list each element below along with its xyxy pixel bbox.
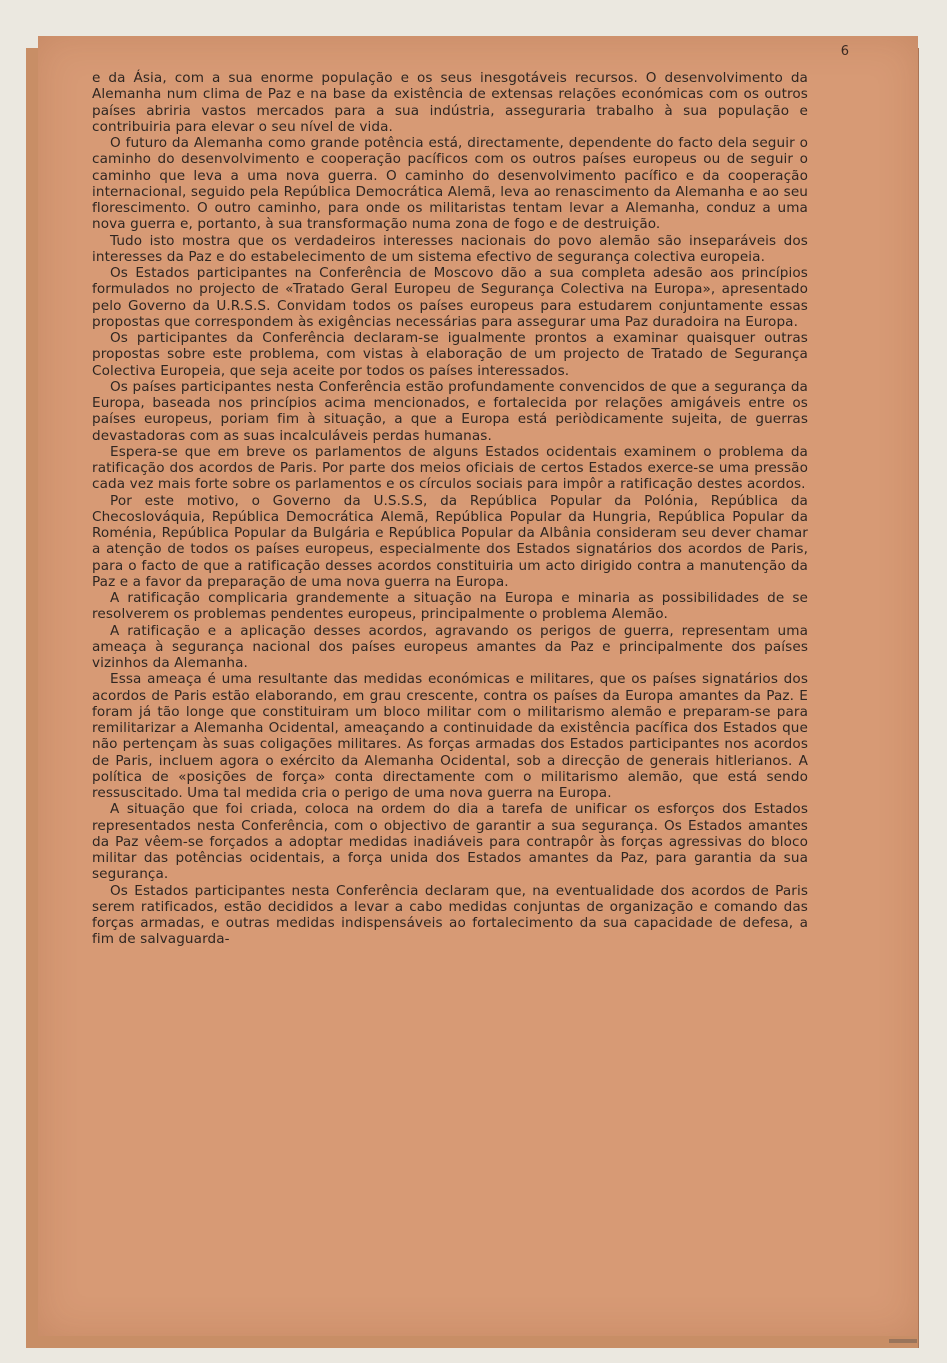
paragraph-8: Por este motivo, o Governo da U.S.S.S, da República Popular da Polónia, República da Checoslováquia, República Democrática Alemã, República Popular da Hungria, República Popular da Roménia, República Popular da Bulgária e República Popular da Albânia consideram seu dever chamar a atenção de todos os países europeus, especialmente dos Estados signatários dos acordos de Paris, para o facto de que a ratificação desses acordos constituiria um acto dirigido contra a manutenção da Paz e a favor da preparação de uma nova guerra na Europa. <box>92 492 808 590</box>
paragraph-7: Espera-se que em breve os parlamentos de alguns Estados ocidentais examinem o problema da ratificação dos acordos de Paris. Por parte dos meios oficiais de certos Estados exerce-se uma pressão cada vez mais forte sobre os parlamentos e os círculos sociais para impôr a ratificação destes acordos. <box>92 443 808 493</box>
paragraph-10: A ratificação e a aplicação desses acordos, agravando os perigos de guerra, representam uma ameaça à segurança nacional dos países europeus amantes da Paz e principalmente dos países vizinhos da Alemanha. <box>92 622 808 671</box>
paragraph-3: Tudo isto mostra que os verdadeiros interesses nacionais do povo alemão são inseparáveis dos interesses da Paz e do estabelecimento de um sistema efectivo de segurança colectiva europeia. <box>92 232 808 265</box>
paragraph-6: Os países participantes nesta Conferência estão profundamente convencidos de que a segurança da Europa, baseada nos princípios acima mencionados, e fortalecida por relações amigáveis entre os países europeus, poriam fim à situação, a que a Europa está periòdicamente sujeita, de guerras devastadoras com as suas incalculáveis perdas humanas. <box>92 378 808 444</box>
body-text <box>92 70 808 948</box>
paragraph-2: O futuro da Alemanha como grande potência está, directamente, dependente do facto dela seguir o caminho do desenvolvimento e cooperação pacíficos com os outros países europeus ou de seguir o caminho que leva a uma nova guerra. O caminho do desenvolvimento pacífico e da cooperação internacional, seguido pela República Democrática Alemã, leva ao renascimento da Alemanha e ao seu florescimento. O outro caminho, para onde os militaristas tentam levar a Alemanha, conduz a uma nova guerra e, portanto, à sua transformação numa zona de fogo e de destruição. <box>92 135 808 233</box>
paragraph-13: Os Estados participantes nesta Conferência declaram que, na eventualidade dos acordos de Paris serem ratificados, estão decididos a levar a cabo medidas conjuntas de organização e comando das forças armadas, e outras medidas indispensáveis ao fortalecimento da sua capacidade de defesa, a fim de salvaguarda- <box>92 882 808 948</box>
paragraph-12: A situação que foi criada, coloca na ordem do dia a tarefa de unificar os esforços dos Estados representados nesta Conferência, com o objectivo de garantir a sua segurança. Os Estados amantes da Paz vêem-se forçados a adoptar medidas inadiáveis para contrapôr às forças agressivas do bloco militar das potências ocidentais, a força unida dos Estados amantes da Paz, para garantia da sua segurança. <box>92 801 808 883</box>
paragraph-4: Os Estados participantes na Conferência de Moscovo dão a sua completa adesão aos princípios formulados no projecto de «Tratado Geral Europeu de Segurança Colectiva na Europa», apresentado pelo Governo da U.R.S.S. Convidam todos os países europeus para estudarem conjuntamente essas propostas que correspondem às exigências necessárias para assegurar uma Paz duradoira na Europa. <box>92 265 808 330</box>
paragraph-9: A ratificação complicaria grandemente a situação na Europa e minaria as possibilidades de se resolverem os problemas pendentes europeus, principalmente o problema Alemão. <box>92 590 808 623</box>
paragraph-1: e da Ásia, com a sua enorme população e os seus inesgotáveis recursos. O desenvolvimento da Alemanha num clima de Paz e na base da existência de extensas relações económicas com os outros países abriria vastos mercados para a sua indústria, asseguraria trabalho à sua população e contribuiria para elevar o seu nível de vida. <box>92 70 808 135</box>
paragraph-5: Os participantes da Conferência declaram-se igualmente prontos a examinar quaisquer outras propostas sobre este problema, com vistas à elaboração de um projecto de Tratado de Segurança Colectiva Europeia, que seja aceite por todos os países interessados. <box>92 330 808 379</box>
edge-mark <box>889 1339 917 1343</box>
page-number: 6 <box>840 44 849 59</box>
paragraph-11: Essa ameaça é uma resultante das medidas económicas e militares, que os países signatários dos acordos de Paris estão elaborando, em grau crescente, contra os países da Europa amantes da Paz. E foram já tão longe que constituiram um bloco militar com o militarismo alemão e preparam-se para remilitarizar a Alemanha Ocidental, ameaçando a continuidade da existência pacífica dos Estados que não pertençam às suas coligações militares. As forças armadas dos Estados participantes nos acordos de Paris, incluem agora o exército da Alemanha Ocidental, sob a direcção de generais hitlerianos. A política de «posições de força» conta directamente com o militarismo alemão, que está sendo ressuscitado. Uma tal medida cria o perigo de uma nova guerra na Europa. <box>92 671 808 801</box>
